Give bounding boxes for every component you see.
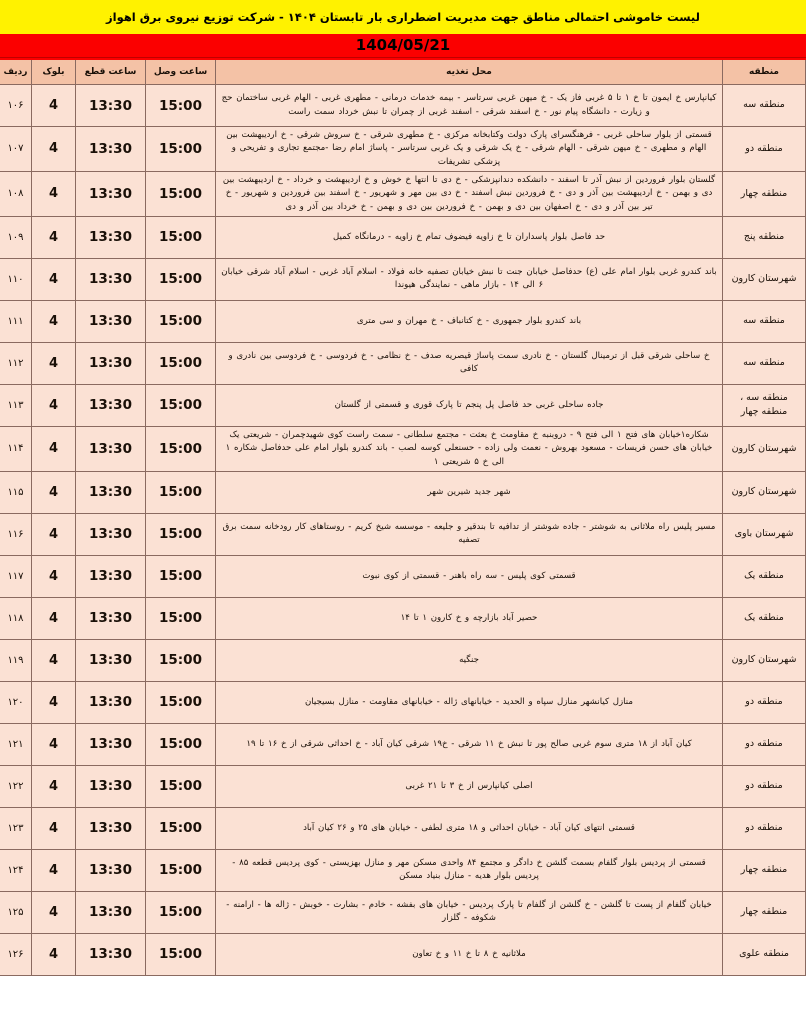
cell-radif: ۱۲۲ [0,765,32,807]
table-row [0,723,806,765]
column-header-on-time[interactable]: ساعت وصل [146,59,216,85]
cell-off-time: 13:30 [76,384,146,426]
cell-place: شهر جدید شیرین شهر [216,471,723,513]
cell-block: 4 [32,639,76,681]
cell-on-time: 15:00 [146,723,216,765]
cell-place: قسمتی انتهای کیان آباد - خیابان احداثی و ۱۸ متری لطفی - خیابان های ۲۵ و ۲۶ کیان آباد [216,807,723,849]
cell-off-time: 13:30 [76,891,146,933]
cell-block: 4 [32,171,76,216]
table-row [0,597,806,639]
table-row [0,849,806,891]
table-row [0,426,806,471]
cell-radif: ۱۱۵ [0,471,32,513]
cell-on-time: 15:00 [146,85,216,127]
cell-radif: ۱۱۸ [0,597,32,639]
table-row [0,471,806,513]
header-row [0,59,806,85]
cell-place: قسمتی از پردیس بلوار گلفام بسمت گلشن خ دادگر و مجتمع ۸۴ واحدی مسکن مهر و منازل بهزیستی - کوی پردیس قطعه ۸۵ - پردیس بلوار هدیه - منازل بنیاد مسکن [216,849,723,891]
cell-radif: ۱۲۱ [0,723,32,765]
cell-radif: ۱۰۶ [0,85,32,127]
cell-zone: شهرستان کارون [723,639,806,681]
cell-off-time: 13:30 [76,300,146,342]
cell-place: منازل کیانشهر منازل سپاه و الحدید - خیابانهای ژاله - خیابانهای مقاومت - منازل بسیجیان [216,681,723,723]
cell-place: جنگیه [216,639,723,681]
cell-place: خ ساحلی شرقی قبل از ترمینال گلستان - خ نادری سمت پاساژ قیصریه صدف - خ نظامی - خ فردوسی - خ فردوسی بین نادری و کافی [216,342,723,384]
cell-zone: منطقه سه [723,85,806,127]
cell-on-time: 15:00 [146,513,216,555]
cell-on-time: 15:00 [146,342,216,384]
outage-table [0,58,806,976]
schedule-date: 1404/05/21 [0,34,806,58]
cell-on-time: 15:00 [146,597,216,639]
cell-place: مسیر پلیس راه ملاثانی به شوشتر - جاده شوشتر از تدافیه تا بندقیر و جلیعه - موسسه شیخ کریم - روستاهای کار رودخانه سمت برق تصفیه [216,513,723,555]
table-row [0,765,806,807]
cell-radif: ۱۱۳ [0,384,32,426]
cell-zone: شهرستان کارون [723,471,806,513]
table-row [0,933,806,975]
cell-block: 4 [32,807,76,849]
cell-off-time: 13:30 [76,513,146,555]
cell-block: 4 [32,765,76,807]
cell-zone: منطقه سه ، منطقه چهار [723,384,806,426]
cell-zone: شهرستان باوی [723,513,806,555]
cell-place: حد فاصل بلوار پاسداران تا خ زاویه فیضوف تمام خ زاویه - درمانگاه کمیل [216,216,723,258]
table-row [0,681,806,723]
table-row [0,216,806,258]
cell-off-time: 13:30 [76,342,146,384]
cell-on-time: 15:00 [146,681,216,723]
cell-place: کیانپارس خ ایمون تا خ ۱ تا ۵ غربی فاز یک - خ میهن غربی سرتاسر - بیمه خدمات درمانی - مطهری غربی - الهام غربی ساختمان حج و زیارت - دانشگاه پیام نور - خ اسفند شرقی - اسفند غربی از چمران تا نبش خرداد سمت راست [216,85,723,127]
cell-block: 4 [32,85,76,127]
cell-place: ملاثانیه خ ۸ تا خ ۱۱ و خ تعاون [216,933,723,975]
cell-zone: منطقه یک [723,555,806,597]
cell-radif: ۱۲۶ [0,933,32,975]
cell-on-time: 15:00 [146,807,216,849]
cell-block: 4 [32,426,76,471]
cell-block: 4 [32,933,76,975]
cell-radif: ۱۲۵ [0,891,32,933]
cell-zone: منطقه چهار [723,891,806,933]
cell-zone: منطقه دو [723,127,806,172]
cell-zone: منطقه سه [723,300,806,342]
cell-radif: ۱۱۱ [0,300,32,342]
cell-radif: ۱۰۸ [0,171,32,216]
cell-on-time: 15:00 [146,471,216,513]
cell-on-time: 15:00 [146,639,216,681]
column-header-off-time[interactable]: ساعت قطع [76,59,146,85]
column-header-block[interactable]: بلوک [32,59,76,85]
cell-off-time: 13:30 [76,471,146,513]
cell-block: 4 [32,723,76,765]
cell-place: قسمتی از بلوار ساحلی غربی - فرهنگسرای پارک دولت وکتابخانه مرکزی - خ مطهری شرقی - خ سروش شرقی - خ اردیبهشت بین الهام و مطهری - خ میهن شرقی - الهام شرقی - خ یک شرقی و یک غربی سرتاسر - پاساژ امام رضا -مجتمع تجاری و تفریحی و پزشکی تشریفات [216,127,723,172]
table-row [0,342,806,384]
cell-place: باند کندرو غربی بلوار امام علی (ع) حدفاصل خیابان جنت تا نبش خیابان تصفیه خانه فولاد - اسلام آباد غربی - اسلام آباد شرقی خیابان ۶ الی ۱۴ - بازار ماهی - نمایندگی هیوندا [216,258,723,300]
table-row [0,639,806,681]
cell-off-time: 13:30 [76,849,146,891]
cell-radif: ۱۱۹ [0,639,32,681]
column-header-zone[interactable]: منطقه [723,59,806,85]
column-header-radif[interactable]: ردیف [0,59,32,85]
cell-radif: ۱۲۴ [0,849,32,891]
cell-block: 4 [32,597,76,639]
cell-off-time: 13:30 [76,85,146,127]
cell-on-time: 15:00 [146,426,216,471]
table-row [0,171,806,216]
cell-off-time: 13:30 [76,216,146,258]
table-row [0,300,806,342]
cell-radif: ۱۱۰ [0,258,32,300]
cell-zone: منطقه چهار [723,849,806,891]
cell-block: 4 [32,300,76,342]
cell-zone: شهرستان کارون [723,258,806,300]
cell-zone: منطقه چهار [723,171,806,216]
cell-zone: منطقه دو [723,681,806,723]
cell-block: 4 [32,849,76,891]
cell-place: گلستان بلوار فروردین از نبش آذر تا اسفند - دانشکده دندانپزشکی - خ دی تا انتها خ خوش و خ اردیبهشت و خرداد - خ اردیبهشت بین دی و بهمن - خ اردیبهشت بین آذر و دی - خ فروردین نبش اسفند - خ دی بین مهر و شهریور - خ اسفند بین فروردین و شهریور - خ تیر بین آذر و دی - خ اصفهان بین دی و بهمن - خ فروردین بین دی و بهمن - خ خرداد بین آذر و دی [216,171,723,216]
cell-zone: منطقه پنج [723,216,806,258]
cell-radif: ۱۲۰ [0,681,32,723]
cell-place: باند کندرو بلوار جمهوری - خ کتانباف - خ مهران و سی متری [216,300,723,342]
cell-on-time: 15:00 [146,171,216,216]
cell-block: 4 [32,471,76,513]
cell-block: 4 [32,384,76,426]
cell-block: 4 [32,258,76,300]
table-row [0,258,806,300]
cell-on-time: 15:00 [146,384,216,426]
table-body [0,85,806,976]
cell-radif: ۱۱۶ [0,513,32,555]
cell-off-time: 13:30 [76,127,146,172]
table-row [0,384,806,426]
cell-off-time: 13:30 [76,597,146,639]
column-header-place[interactable]: محل تغذیه [216,59,723,85]
table-row [0,127,806,172]
cell-on-time: 15:00 [146,765,216,807]
cell-on-time: 15:00 [146,127,216,172]
cell-block: 4 [32,127,76,172]
cell-zone: منطقه سه [723,342,806,384]
cell-on-time: 15:00 [146,300,216,342]
cell-block: 4 [32,681,76,723]
cell-off-time: 13:30 [76,807,146,849]
cell-off-time: 13:30 [76,555,146,597]
table-row [0,85,806,127]
cell-place: قسمتی کوی پلیس - سه راه باهنر - قسمتی از کوی نبوت [216,555,723,597]
cell-zone: منطقه دو [723,807,806,849]
cell-radif: ۱۱۴ [0,426,32,471]
cell-off-time: 13:30 [76,933,146,975]
cell-block: 4 [32,216,76,258]
page-title: لیست خاموشی احتمالی مناطق جهت مدیریت اضطراری بار تابستان ۱۴۰۴ - شرکت توزیع نیروی برق اهواز [0,0,806,34]
cell-radif: ۱۰۹ [0,216,32,258]
cell-block: 4 [32,342,76,384]
cell-off-time: 13:30 [76,426,146,471]
cell-place: شکاره۱خیابان های فتح ۱ الی فتح ۹ - دروبنبه خ مقاومت خ بعثت - مجتمع سلطانی - سمت راست کوی شهیدچمران - شریعتی یک خیابان های حسن فریسات - مسعود بهروش - نعمت ولی زاده - حسنعلی کوسه لصب - باند کندرو بلوار امام علی حدفاصل شکاره ۱ الی خ ۵ شریعتی ۱ [216,426,723,471]
cell-zone: شهرستان کارون [723,426,806,471]
cell-zone: منطقه دو [723,723,806,765]
cell-place: حصیر آباد بازارچه و خ کارون ۱ تا ۱۴ [216,597,723,639]
table-row [0,555,806,597]
cell-on-time: 15:00 [146,849,216,891]
cell-off-time: 13:30 [76,681,146,723]
cell-radif: ۱۰۷ [0,127,32,172]
cell-zone: منطقه علوی [723,933,806,975]
cell-off-time: 13:30 [76,171,146,216]
cell-place: اصلی کیانپارس از خ ۳ تا ۲۱ غربی [216,765,723,807]
table-row [0,807,806,849]
cell-off-time: 13:30 [76,639,146,681]
cell-block: 4 [32,891,76,933]
cell-block: 4 [32,555,76,597]
cell-block: 4 [32,513,76,555]
table-row [0,513,806,555]
cell-off-time: 13:30 [76,258,146,300]
cell-place: کیان آباد از ۱۸ متری سوم غربی صالح پور تا نبش خ ۱۱ شرقی - خ۱۹ شرقی کیان آباد - خ احداثی شرقی از خ ۱۶ تا ۱۹ [216,723,723,765]
cell-off-time: 13:30 [76,765,146,807]
cell-radif: ۱۲۳ [0,807,32,849]
cell-zone: منطقه دو [723,765,806,807]
cell-on-time: 15:00 [146,891,216,933]
cell-place: خیابان گلفام از پست تا گلشن - خ گلشن از گلفام تا پارک پردیس - خیابان های بفشه - خادم - بشارت - خوبش - ژاله ها - ارامنه - شکوفه - گلزار [216,891,723,933]
table-header [0,59,806,85]
cell-radif: ۱۱۲ [0,342,32,384]
cell-on-time: 15:00 [146,258,216,300]
cell-off-time: 13:30 [76,723,146,765]
cell-on-time: 15:00 [146,933,216,975]
table-row [0,891,806,933]
cell-on-time: 15:00 [146,555,216,597]
cell-zone: منطقه یک [723,597,806,639]
cell-place: جاده ساحلی غربی حد فاصل پل پنجم تا پارک قوری و قسمتی از گلستان [216,384,723,426]
cell-on-time: 15:00 [146,216,216,258]
cell-radif: ۱۱۷ [0,555,32,597]
